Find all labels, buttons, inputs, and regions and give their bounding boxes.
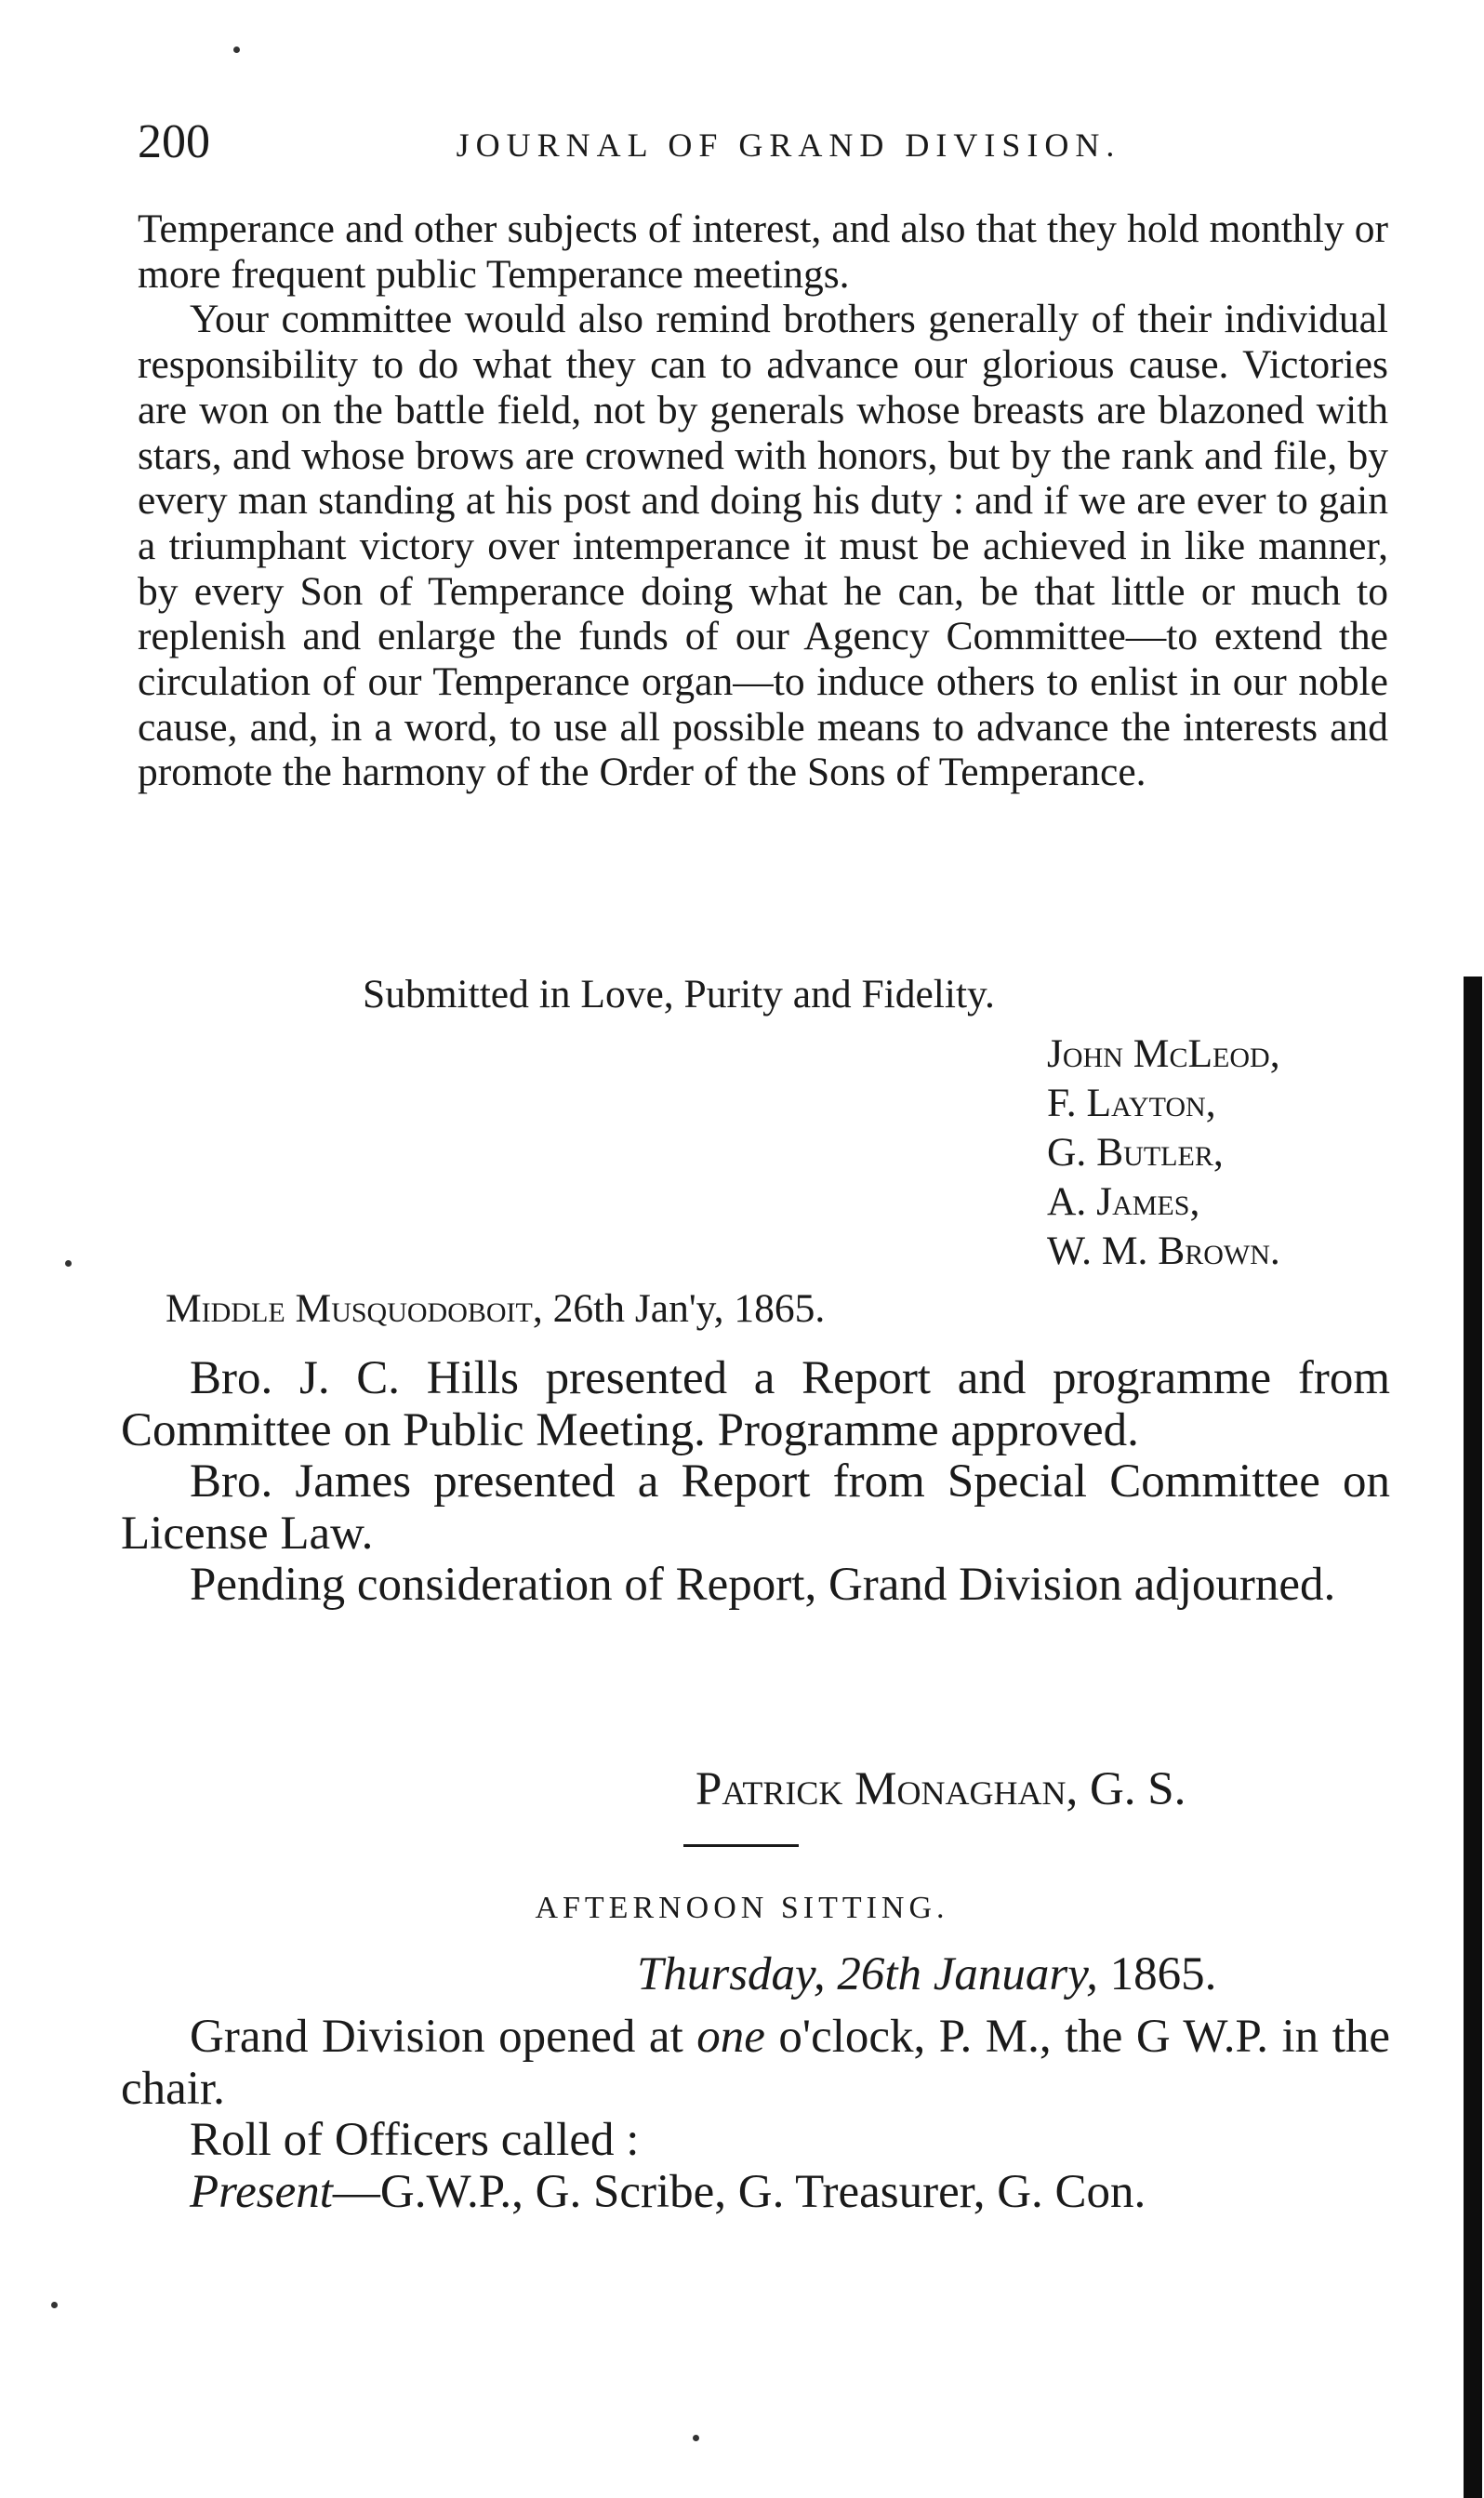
afternoon-text: o'clock, P. M., the G W.P. in the chair. (121, 2011, 1390, 2115)
page-header (138, 110, 1384, 184)
report-place: Middle Musquodoboit, (166, 1286, 543, 1331)
secretary-signature: Patrick Monaghan, G. S. (696, 1763, 1186, 1815)
scan-speck (51, 2302, 58, 2308)
sitting-date (637, 1947, 1216, 2002)
afternoon-paragraph-2: Roll of Officers called : (190, 2114, 640, 2166)
scan-speck (65, 1260, 72, 1267)
proceedings-paragraph-1: Bro. J. C. Hills presented a Report and programme from Committee on Public Meeting. Programme approved. (121, 1352, 1390, 1456)
page-edge-shadow (1464, 977, 1482, 2498)
report-paragraph-1: Temperance and other subjects of interest, and also that they hold monthly or more frequent public Temperance meetings. (138, 206, 1388, 297)
scan-speck (233, 47, 240, 53)
proceedings-paragraph-3: Pending consideration of Report, Grand Division adjourned. (190, 1559, 1336, 1611)
section-divider (683, 1844, 799, 1847)
report-date: 26th Jan'y, 1865. (552, 1286, 826, 1331)
page-number: 200 (138, 115, 210, 168)
sitting-year: 1865. (1109, 1948, 1217, 2000)
running-head: JOURNAL OF GRAND DIVISION. (456, 126, 1121, 164)
signer-name: John McLeod, (1047, 1031, 1280, 1076)
sitting-day: Thursday, 26th January, (637, 1948, 1098, 2000)
afternoon-text: Grand Division opened at (190, 2011, 697, 2063)
report-closing: Submitted in Love, Purity and Fidelity. (363, 972, 995, 1016)
scan-speck (693, 2435, 699, 2441)
proceedings-paragraph-2: Bro. James presented a Report from Special Committee on License Law. (121, 1455, 1390, 1560)
signer-name: F. Layton, (1047, 1081, 1216, 1125)
report-dateline (166, 1284, 825, 1333)
afternoon-proceedings (121, 2012, 1390, 2218)
report-paragraph-2: Your committee would also remind brothers generally of their individual responsibility to do what they can to advance our glorious cause. Victories are won on the battle field, not by generals whose breasts are blazoned with stars, and whose brows are crowned with honors, but by the rank and file, by every man standing at his post and doing his duty : and if we are ever to gain a triumphant victory over intemperance it must be achieved in like manner, by every Son of Temperance doing what he can, be that little or much to replenish and enlarge the funds of our Agency Committee—to extend the circulation of our Temperance organ—to induce others to enlist in our noble cause, and, in a word, to use all possible means to advance the interests and promote the harmony of the Order of the Sons of Temperance. (138, 297, 1388, 795)
afternoon-text: —G.W.P., G. Scribe, G. Treasurer, G. Con. (332, 2165, 1146, 2218)
signer-name: W. M. Brown. (1047, 1229, 1280, 1273)
signers-list (1047, 1030, 1280, 1276)
afternoon-italic-text: one (696, 2011, 765, 2063)
proceedings (121, 1353, 1390, 1612)
signer-name: A. James, (1047, 1179, 1200, 1224)
section-heading: AFTERNOON SITTING. (535, 1891, 949, 1925)
committee-report (138, 206, 1388, 795)
afternoon-paragraph-3 (121, 2167, 1390, 2219)
signer-name: G. Butler, (1047, 1130, 1224, 1175)
afternoon-paragraph-1 (121, 2012, 1390, 2115)
afternoon-italic-text: Present (190, 2165, 333, 2218)
